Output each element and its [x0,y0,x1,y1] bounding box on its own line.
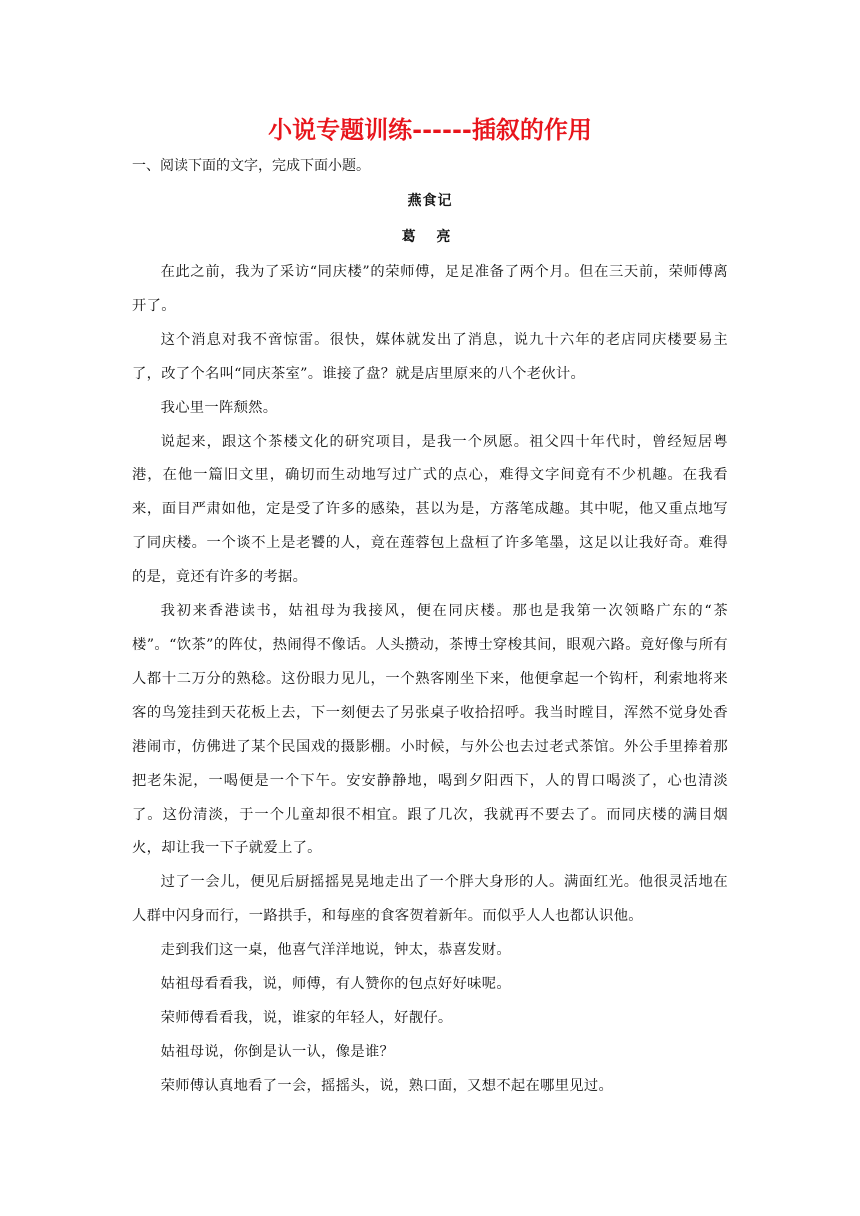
paragraph: 过了一会儿，便见后厨摇摇晃晃地走出了一个胖大身形的人。满面红光。他很灵活地在人群中闪身而行，一路拱手，和每座的食客贺着新年。而似乎人人也都认识他。 [132,874,728,925]
page-title: 小说专题训练------插叙的作用 [268,116,592,144]
paragraph: 我心里一阵颓然。 [160,399,278,416]
paragraph: 这个消息对我不啻惊雷。很快，媒体就发出了消息，说九十六年的老店同庆楼要易主了，改了个名叫“同庆茶室”。谁接了盘？就是店里原来的八个老伙计。 [132,331,728,382]
paragraph: 走到我们这一桌，他喜气洋洋地说，钟太，恭喜发财。 [160,942,511,959]
paragraph: 荣师傅认真地看了一会，摇摇头，说，熟口面，又想不起在哪里见过。 [160,1077,614,1094]
story-author: 葛 亮 [401,229,459,245]
paragraph: 姑祖母看看我，说，师傅，有人赞你的包点好好味呢。 [160,976,511,993]
question-instruction: 一、阅读下面的文字，完成下面小题。 [132,158,370,174]
story-title: 燕食记 [407,193,453,209]
paragraph: 我初来香港读书，姑祖母为我接风，便在同庆楼。那也是我第一次领略广东的“茶楼”。“饮茶”的阵仗，热闹得不像话。人头攒动，茶博士穿梭其间，眼观六路。竟好像与所有人都十二万分的熟稔。这份眼力见儿，一个熟客刚坐下来，他便拿起一个钩杆，利索地将来客的鸟笼挂到天花板上去，下一刻便去了另张桌子收拾招呼。我当时瞠目，浑然不觉身处香港闹市，仿佛进了某个民国戏的摄影棚。小时候，与外公也去过老式茶馆。外公手里捧着那把老朱泥，一喝便是一个下午。安安静静地，喝到夕阳西下，人的胃口喝淡了，心也清淡了。这份清淡，于一个儿童却很不相宜。跟了几次，我就再不要去了。而同庆楼的满目烟火，却让我一下子就爱上了。 [132,603,728,857]
paragraph: 在此之前，我为了采访“同庆楼”的荣师傅，足足准备了两个月。但在三天前，荣师傅离开了。 [132,264,728,314]
paragraph: 说起来，跟这个茶楼文化的研究项目，是我一个夙愿。祖父四十年代时，曾经短居粤港，在他一篇旧文里，确切而生动地写过广式的点心，难得文字间竟有不少机趣。在我看来，面目严肃如他，定是受了许多的感染，甚以为是，方落笔成趣。其中呢，他又重点地写了同庆楼。一个谈不上是老饕的人，竟在莲蓉包上盘桓了许多笔墨，这足以让我好奇。难得的是，竟还有许多的考据。 [132,433,728,586]
paragraph: 姑祖母说，你倒是认一认，像是谁？ [160,1043,395,1060]
story-body [132,256,728,1104]
paragraph: 荣师傅看看我，说，谁家的年轻人，好靓仔。 [160,1009,453,1026]
